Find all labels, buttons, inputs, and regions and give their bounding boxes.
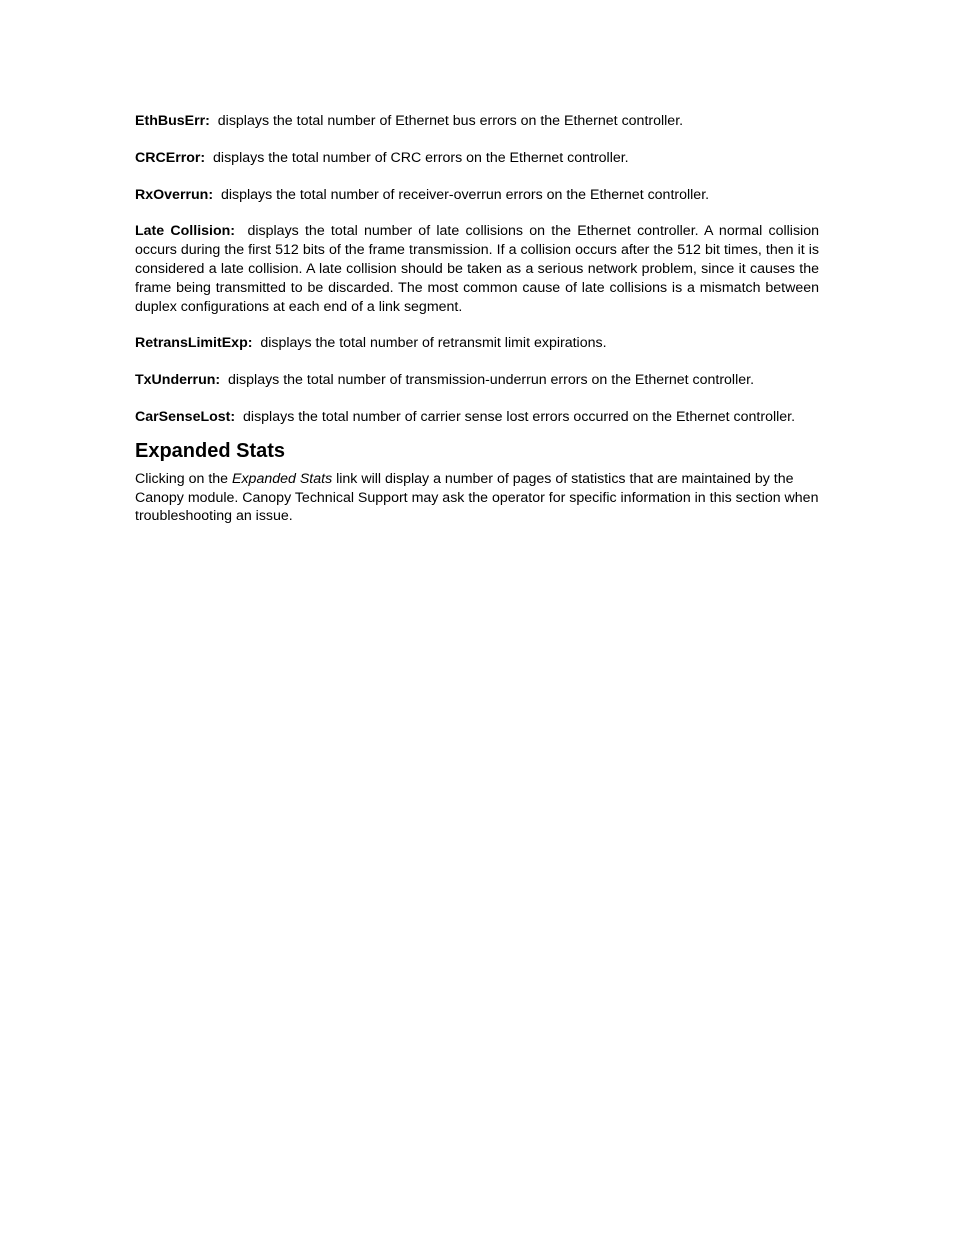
definition-text: displays the total number of Ethernet bus errors on the Ethernet controller. (217, 113, 684, 129)
definition-text: displays the total number of CRC errors on the Ethernet controller. (213, 149, 629, 166)
expanded-stats-link[interactable]: Expanded Stats (232, 470, 333, 487)
definition-term: TxUnderrun: (135, 372, 221, 389)
definition-crcerror (135, 149, 819, 168)
definition-txunderrun (135, 371, 819, 390)
definition-text: displays the total number of receiver-overrun errors on the Ethernet controller. (220, 186, 710, 203)
definition-text: displays the total number of carrier sense lost errors occurred on the Ethernet controller. (243, 408, 796, 425)
definition-term: RetransLimitExp: (135, 335, 253, 352)
section-heading: Expanded Stats (135, 439, 286, 462)
definition-term: CarSenseLost: (135, 408, 236, 425)
definition-retranslimitexp (135, 334, 819, 353)
paragraph-text-start: Clicking on the (135, 470, 232, 487)
section-paragraph (135, 470, 819, 526)
document-page (135, 112, 819, 526)
definition-term: RxOverrun: (135, 186, 214, 203)
definition-rxoverrun (135, 186, 819, 205)
definition-late-collision (135, 222, 819, 316)
definition-term: EthBusErr: (135, 113, 210, 129)
definition-term: Late Collision: (135, 223, 236, 240)
definition-term: CRCError: (135, 149, 206, 166)
definition-text: displays the total number of transmission-underrun errors on the Ethernet controller. (228, 372, 755, 389)
definition-ethbuserr (135, 112, 819, 131)
definition-carsenselost (135, 408, 819, 427)
definition-text: displays the total number of late collisions on the Ethernet controller. A normal collision occurs during the first 512 bits of the frame transmission. If a collision occurs after the 512 bit times, then it is considered a late collision. A late collision should be taken as a serious network problem, since it causes the frame being transmitted to be discarded. The most common cause of late collisions is a mismatch between duplex configurations at each end of a link segment. (135, 223, 819, 315)
paragraph-text-end: link will display a number of pages of statistics that are maintained by the Canopy module. Canopy Technical Support may ask the operator for specific information in this section when troubleshooting an issue. (135, 470, 819, 525)
definition-text: displays the total number of retransmit limit expirations. (260, 335, 607, 352)
